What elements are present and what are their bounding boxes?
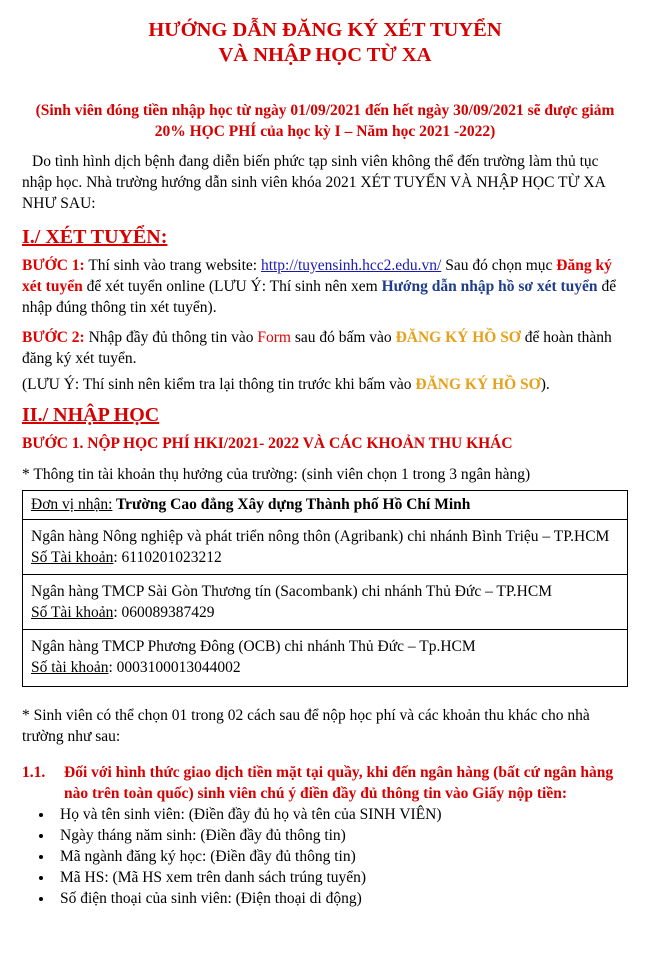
list-item: • Số điện thoại của sinh viên: (Điện thoại di động) (54, 888, 628, 909)
register-profile-highlight: ĐĂNG KÝ HỒ SƠ (395, 329, 521, 346)
deposit-slip-fields-list (22, 804, 628, 909)
list-item: • Mã ngành đăng ký học: (Điền đầy đủ thông tin) (54, 846, 628, 867)
step-2-text-c: để hoàn thành đăng ký xét tuyển. (22, 329, 612, 367)
bank-name: Ngân hàng TMCP Sài Gòn Thương tín (Sacombank) chi nhánh Thủ Đức – TP.HCM (31, 583, 552, 600)
section-1-step-1 (22, 249, 628, 318)
document-title (22, 0, 628, 68)
payment-options-note: * Sinh viên có thể chọn 01 trong 02 cách sau để nộp học phí và các khoản thu khác cho nhà trường như sau: (22, 707, 590, 745)
bank-cell-agribank (23, 520, 628, 575)
list-item: • Mã HS: (Mã HS xem trên danh sách trúng tuyển) (54, 867, 628, 888)
table-row (23, 491, 628, 520)
section-1-note (22, 369, 628, 395)
note-text-b: ). (540, 376, 550, 393)
bank-accounts-table (22, 490, 628, 687)
section-2-step-1-heading: BƯỚC 1. NỘP HỌC PHÍ HKI/2021- 2022 VÀ CÁC KHOẢN THU KHÁC (22, 435, 513, 452)
option-1-1 (22, 747, 628, 804)
step-1-text-d: để nhập đúng thông tin xét tuyển). (22, 278, 617, 316)
note-register-profile-highlight: ĐĂNG KÝ HỒ SƠ (415, 376, 541, 393)
recipient-cell (23, 491, 628, 520)
form-word: Form (257, 329, 291, 346)
section-1-step-2 (22, 318, 628, 369)
bank-name: Ngân hàng TMCP Phương Đông (OCB) chi nhánh Thủ Đức – Tp.HCM (31, 638, 476, 655)
account-label: Số Tài khoản (31, 604, 114, 621)
discount-notice: (Sinh viên đóng tiền nhập học từ ngày 01/09/2021 đến hết ngày 30/09/2021 sẽ được giảm 20% HỌC PHÍ của học kỳ I – Năm học 2021 -2022) (35, 102, 615, 140)
step-2-text-a: Nhập đầy đủ thông tin vào (84, 329, 258, 346)
account-label: Số tài khoản (31, 659, 109, 676)
bank-cell-ocb (23, 630, 628, 687)
list-item: • Ngày tháng năm sinh: (Điền đầy đủ thông tin) (54, 825, 628, 846)
guide-highlight: Hướng dẫn nhập hồ sơ xét tuyển (381, 278, 598, 295)
title-line-2: VÀ NHẬP HỌC TỪ XA (218, 44, 432, 66)
recipient-label: Đơn vị nhận: (31, 496, 113, 513)
account-label: Số Tài khoản (31, 549, 114, 566)
table-row (23, 575, 628, 630)
account-number: : 6110201023212 (113, 549, 222, 566)
recipient-name: Trường Cao đẳng Xây dựng Thành phố Hồ Chí Minh (112, 496, 471, 513)
section-1-heading: I./ XÉT TUYỂN: (22, 226, 168, 248)
option-1-1-number: 1.1. (22, 764, 46, 781)
table-row (23, 630, 628, 687)
step-1-label: BƯỚC 1: (22, 257, 85, 274)
step-1-text-a: Thí sinh vào trang website: (84, 257, 261, 274)
register-admission-highlight: Đăng ký xét tuyển (22, 257, 612, 295)
list-item: • Họ và tên sinh viên: (Điền đầy đủ họ và tên của SINH VIÊN) (54, 804, 628, 825)
intro-paragraph: Do tình hình dịch bệnh đang diễn biến phức tạp sinh viên không thể đến trường làm thủ tục nhập học. Nhà trường hướng dẫn sinh viên khóa 2021 XÉT TUYỂN VÀ NHẬP HỌC TỪ XA NHƯ SAU: (22, 153, 605, 212)
step-1-text-b: Sau đó chọn mục (441, 257, 557, 274)
account-number: : 060089387429 (113, 604, 215, 621)
account-number: : 0003100013044002 (108, 659, 241, 676)
table-row (23, 520, 628, 575)
step-2-text-b: sau đó bấm vào (290, 329, 396, 346)
step-2-label: BƯỚC 2: (22, 329, 85, 346)
option-1-1-text: Đối với hình thức giao dịch tiền mặt tại quầy, khi đến ngân hàng (bất cứ ngân hàng nào trên toàn quốc) sinh viên chú ý điền đầy đủ thông tin vào Giấy nộp tiền: (64, 764, 614, 802)
account-intro: * Thông tin tài khoản thụ hưởng của trường: (sinh viên chọn 1 trong 3 ngân hàng) (22, 466, 531, 483)
bank-name: Ngân hàng Nông nghiệp và phát triển nông thôn (Agribank) chi nhánh Bình Triệu – TP.HCM (31, 528, 610, 545)
bank-cell-sacombank (23, 575, 628, 630)
note-text-a: (LƯU Ý: Thí sinh nên kiểm tra lại thông tin trước khi bấm vào (22, 376, 416, 393)
section-2-heading: II./ NHẬP HỌC (22, 404, 160, 426)
step-1-text-c: để xét tuyển online (LƯU Ý: Thí sinh nên xem (82, 278, 382, 295)
admissions-website-link[interactable]: http://tuyensinh.hcc2.edu.vn/ (260, 257, 442, 274)
title-line-1: HƯỚNG DẪN ĐĂNG KÝ XÉT TUYỂN (148, 19, 502, 41)
